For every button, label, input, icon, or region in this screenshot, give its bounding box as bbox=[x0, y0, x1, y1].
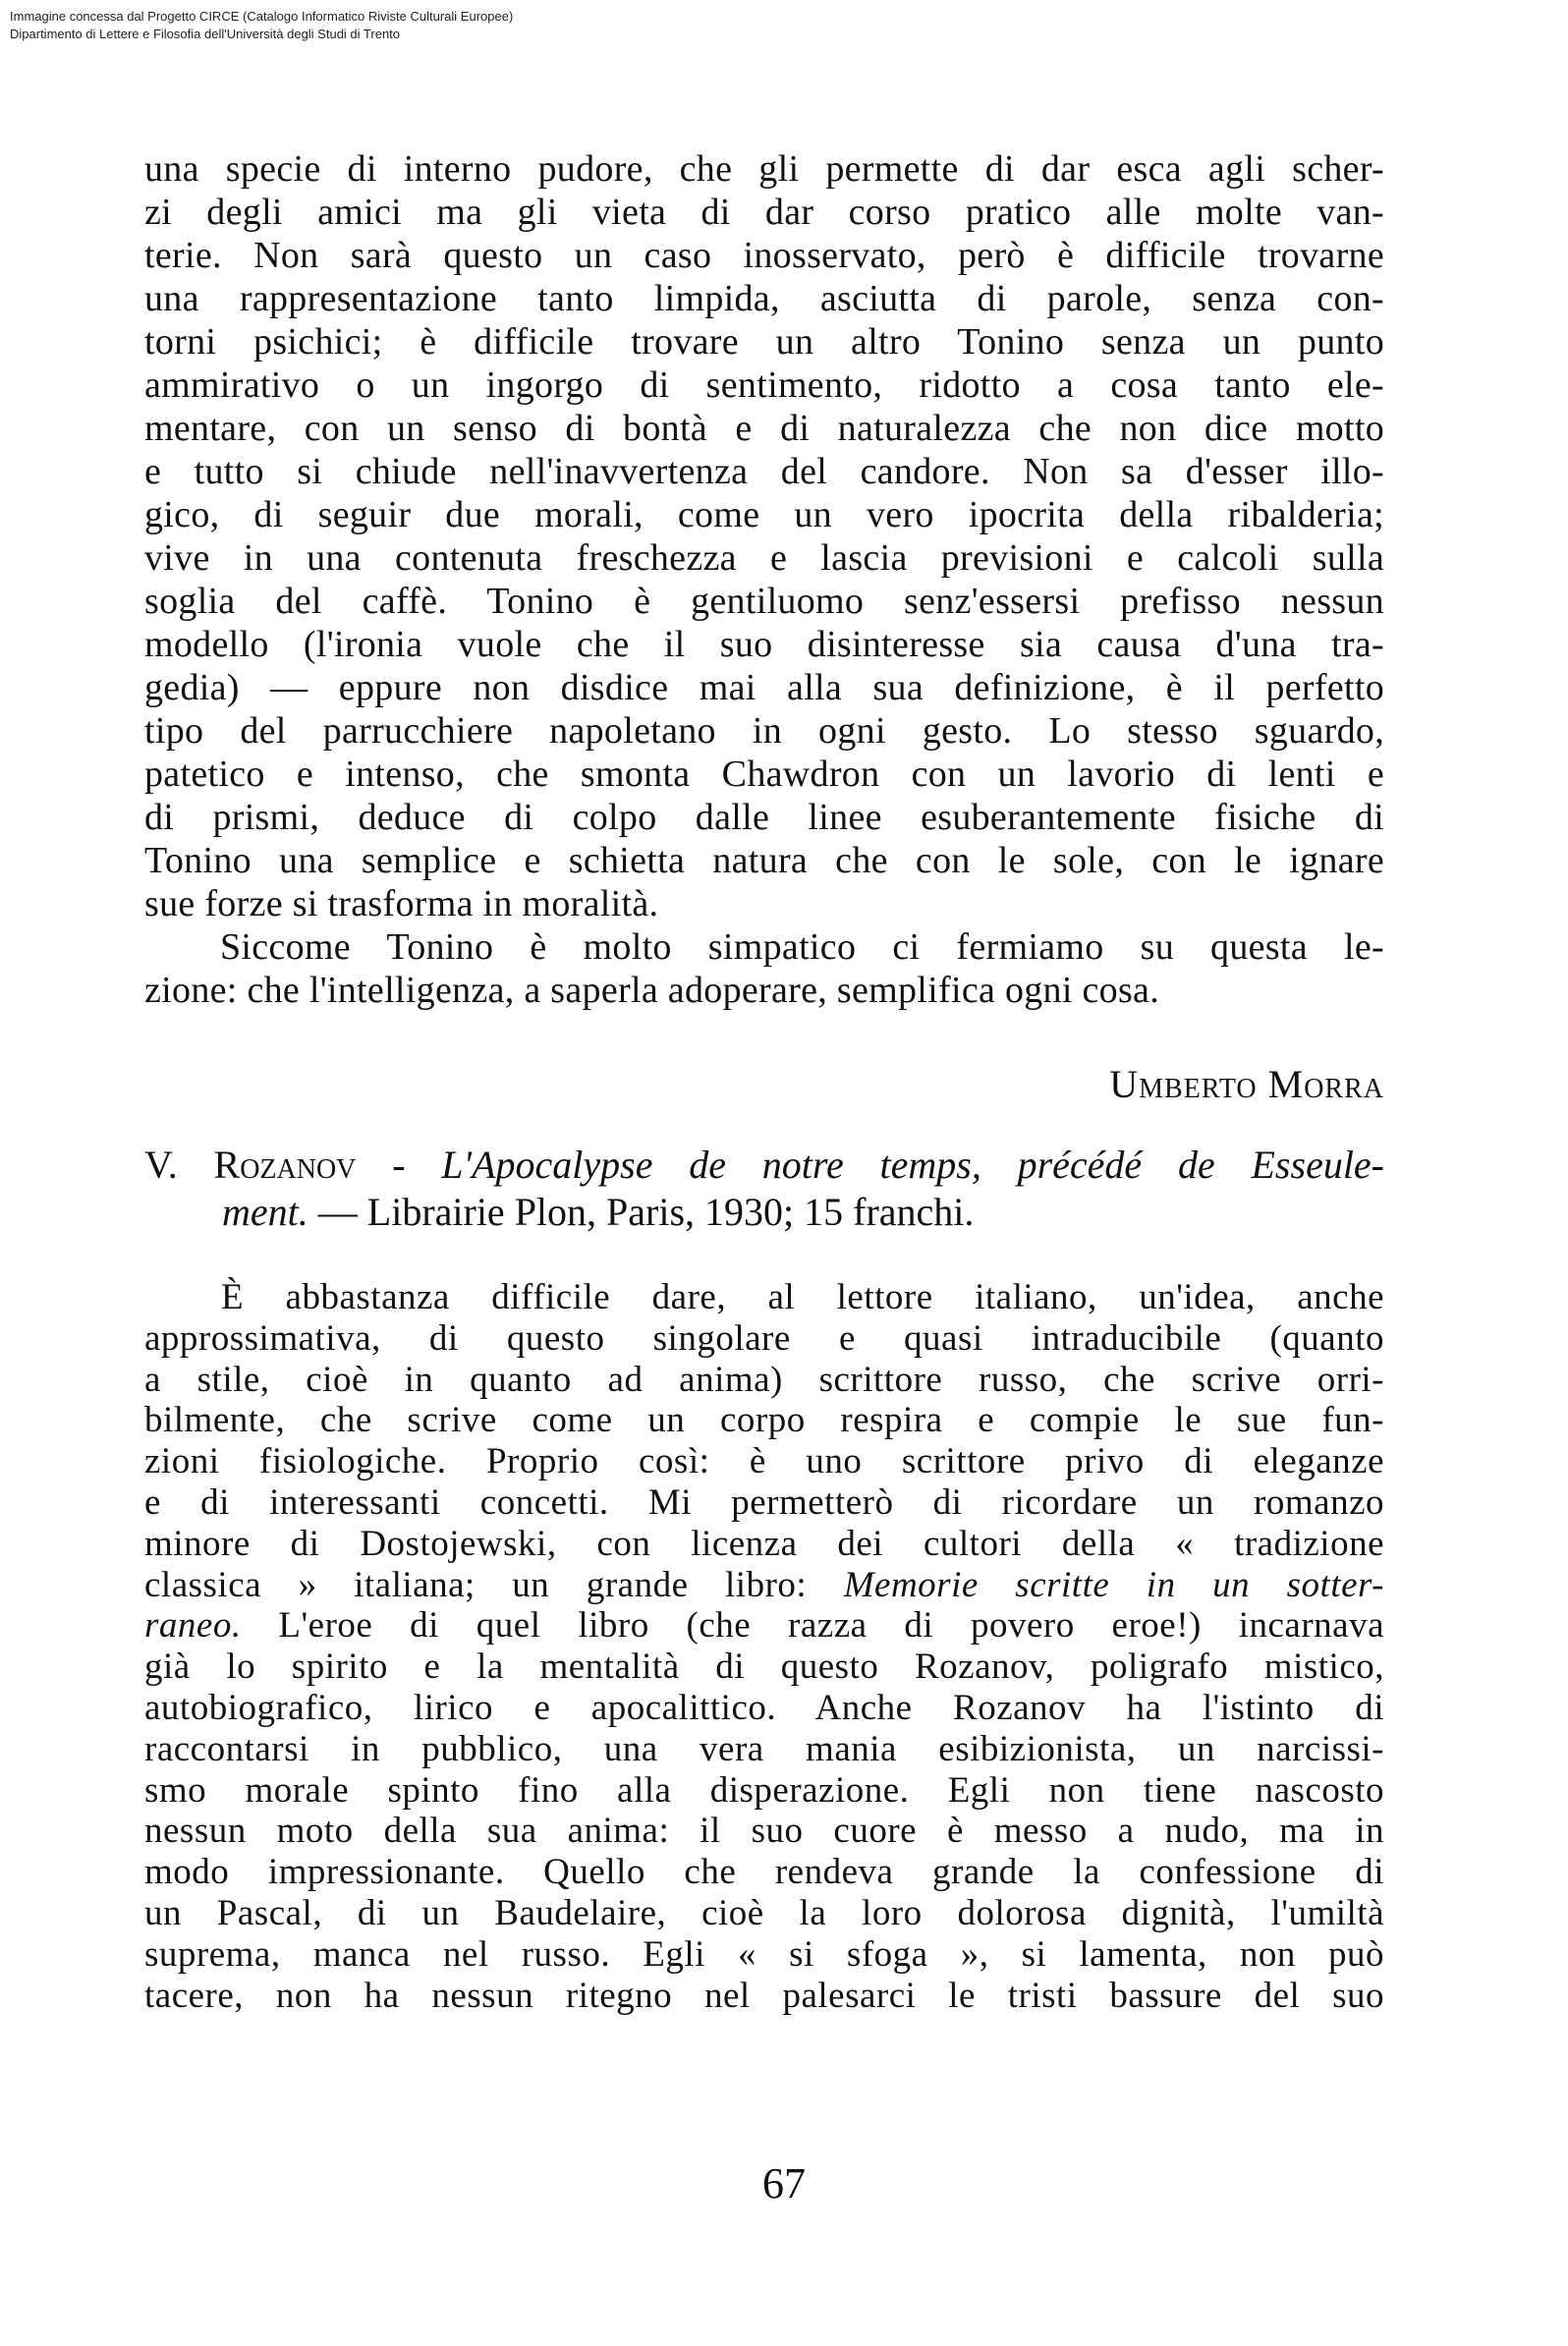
review-2-book-title: L'Apocalypse de notre temps, précédé de Esseule- bbox=[441, 1143, 1385, 1187]
text-line: Siccome Tonino è molto simpatico ci fermiamo su questa le- bbox=[220, 926, 1384, 968]
review-2-publisher: — Librairie Plon, Paris, 1930; 15 franchi. bbox=[317, 1190, 975, 1234]
text-line: tacere, non ha nessun ritegno nel palesarci le tristi bassure del suo bbox=[144, 1975, 1384, 2016]
text-line: zione: che l'intelligenza, a saperla adoperare, semplifica ogni cosa. bbox=[144, 970, 1160, 1011]
cited-book-title-end: raneo. bbox=[144, 1605, 242, 1647]
review-2-heading-line-1 bbox=[144, 1142, 1384, 1189]
review-2-book-title-end: ment. bbox=[222, 1190, 308, 1234]
text-run: classica » italiana; un grande libro: bbox=[144, 1564, 844, 1605]
text-line: mentare, con un senso di bontà e di naturalezza che non dice motto bbox=[144, 408, 1384, 449]
text-line: soglia del caffè. Tonino è gentiluomo senz'essersi prefisso nessun bbox=[144, 581, 1384, 622]
text-line: e di interessanti concetti. Mi permetterò di ricordare un romanzo bbox=[144, 1481, 1384, 1523]
text-line: nessun moto della sua anima: il suo cuore è messo a nudo, ma in bbox=[144, 1811, 1384, 1852]
text-line: una rappresentazione tanto limpida, asciutta di parole, senza con- bbox=[144, 278, 1384, 319]
review-1-body bbox=[144, 147, 1384, 1012]
page-number: 67 bbox=[762, 2159, 806, 2207]
text-line: tipo del parrucchiere napoletano in ogni gesto. Lo stesso sguardo, bbox=[144, 710, 1384, 752]
text-line: approssimativa, di questo singolare e quasi intraducibile (quanto bbox=[144, 1317, 1384, 1359]
text-line bbox=[144, 1605, 1384, 1647]
text-line: e tutto si chiude nell'inavvertenza del candore. Non sa d'esser illo- bbox=[144, 451, 1384, 492]
text-line: sue forze si trasforma in moralità. bbox=[144, 883, 659, 924]
review-2-body bbox=[144, 1277, 1384, 2016]
text-line: È abbastanza difficile dare, al lettore italiano, un'idea, anche bbox=[221, 1277, 1384, 1317]
text-line: già lo spirito e la mentalità di questo Rozanov, poligrafo mistico, bbox=[144, 1647, 1384, 1688]
review-1-signature: Umberto Morra bbox=[1109, 1062, 1384, 1106]
text-line: suprema, manca nel russo. Egli « si sfoga », si lamenta, non può bbox=[144, 1933, 1384, 1975]
text-line: un Pascal, di un Baudelaire, cioè la loro dolorosa dignità, l'umiltà bbox=[144, 1892, 1384, 1933]
text-line: bilmente, che scrive come un corpo respira e compie le sue fun- bbox=[144, 1400, 1384, 1441]
text-line: autobiografico, lirico e apocalittico. Anche Rozanov ha l'istinto di bbox=[144, 1687, 1384, 1728]
text-line: ammirativo o un ingorgo di sentimento, ridotto a cosa tanto ele- bbox=[144, 364, 1384, 406]
text-line: zioni fisiologiche. Proprio così: è uno scrittore privo di eleganze bbox=[144, 1441, 1384, 1482]
cited-book-title: Memorie scritte in un sotter- bbox=[843, 1564, 1384, 1605]
text-line: gedia) — eppure non disdice mai alla sua definizione, è il perfetto bbox=[144, 667, 1384, 708]
source-credit-note bbox=[10, 8, 513, 43]
text-line: modello (l'ironia vuole che il suo disinteresse sia causa d'una tra- bbox=[144, 624, 1384, 665]
text-line: patetico e intenso, che smonta Chawdron con un lavorio di lenti e bbox=[144, 754, 1384, 795]
text-line: a stile, cioè in quanto ad anima) scrittore russo, che scrive orri- bbox=[144, 1359, 1384, 1400]
text-line: torni psichici; è difficile trovare un altro Tonino senza un punto bbox=[144, 321, 1384, 363]
heading-separator: - bbox=[392, 1143, 406, 1187]
review-2-heading-line-2 bbox=[144, 1189, 1384, 1236]
text-line: zi degli amici ma gli vieta di dar corso pratico alle molte van- bbox=[144, 192, 1384, 233]
review-2-heading bbox=[144, 1142, 1384, 1236]
text-line: gico, di seguir due morali, come un vero ipocrita della ribalderia; bbox=[144, 494, 1384, 535]
source-credit-line-2: Dipartimento di Lettere e Filosofia dell'Università degli Studi di Trento bbox=[10, 27, 401, 41]
text-run: L'eroe di quel libro (che razza di povero eroe!) incarnava bbox=[241, 1605, 1384, 1647]
text-line: modo impressionante. Quello che rendeva grande la confessione di bbox=[144, 1852, 1384, 1893]
text-line bbox=[144, 1565, 1384, 1606]
text-line: raccontarsi in pubblico, una vera mania esibizionista, un narcissi- bbox=[144, 1728, 1384, 1769]
text-line: di prismi, deduce di colpo dalle linee esuberantemente fisiche di bbox=[144, 797, 1384, 838]
text-line: vive in una contenuta freschezza e lascia previsioni e calcoli sulla bbox=[144, 537, 1384, 579]
text-line: Tonino una semplice e schietta natura che con le sole, con le ignare bbox=[144, 840, 1384, 881]
review-2-author: V. Rozanov bbox=[144, 1143, 357, 1187]
source-credit-line-1: Immagine concessa dal Progetto CIRCE (Catalogo Informatico Riviste Culturali Europee) bbox=[10, 9, 514, 24]
text-line: terie. Non sarà questo un caso inosservato, però è difficile trovarne bbox=[144, 235, 1384, 276]
text-line: minore di Dostojewski, con licenza dei cultori della « tradizione bbox=[144, 1523, 1384, 1564]
text-line: smo morale spinto fino alla disperazione. Egli non tiene nascosto bbox=[144, 1769, 1384, 1811]
text-line: una specie di interno pudore, che gli permette di dar esca agli scher- bbox=[144, 148, 1384, 190]
